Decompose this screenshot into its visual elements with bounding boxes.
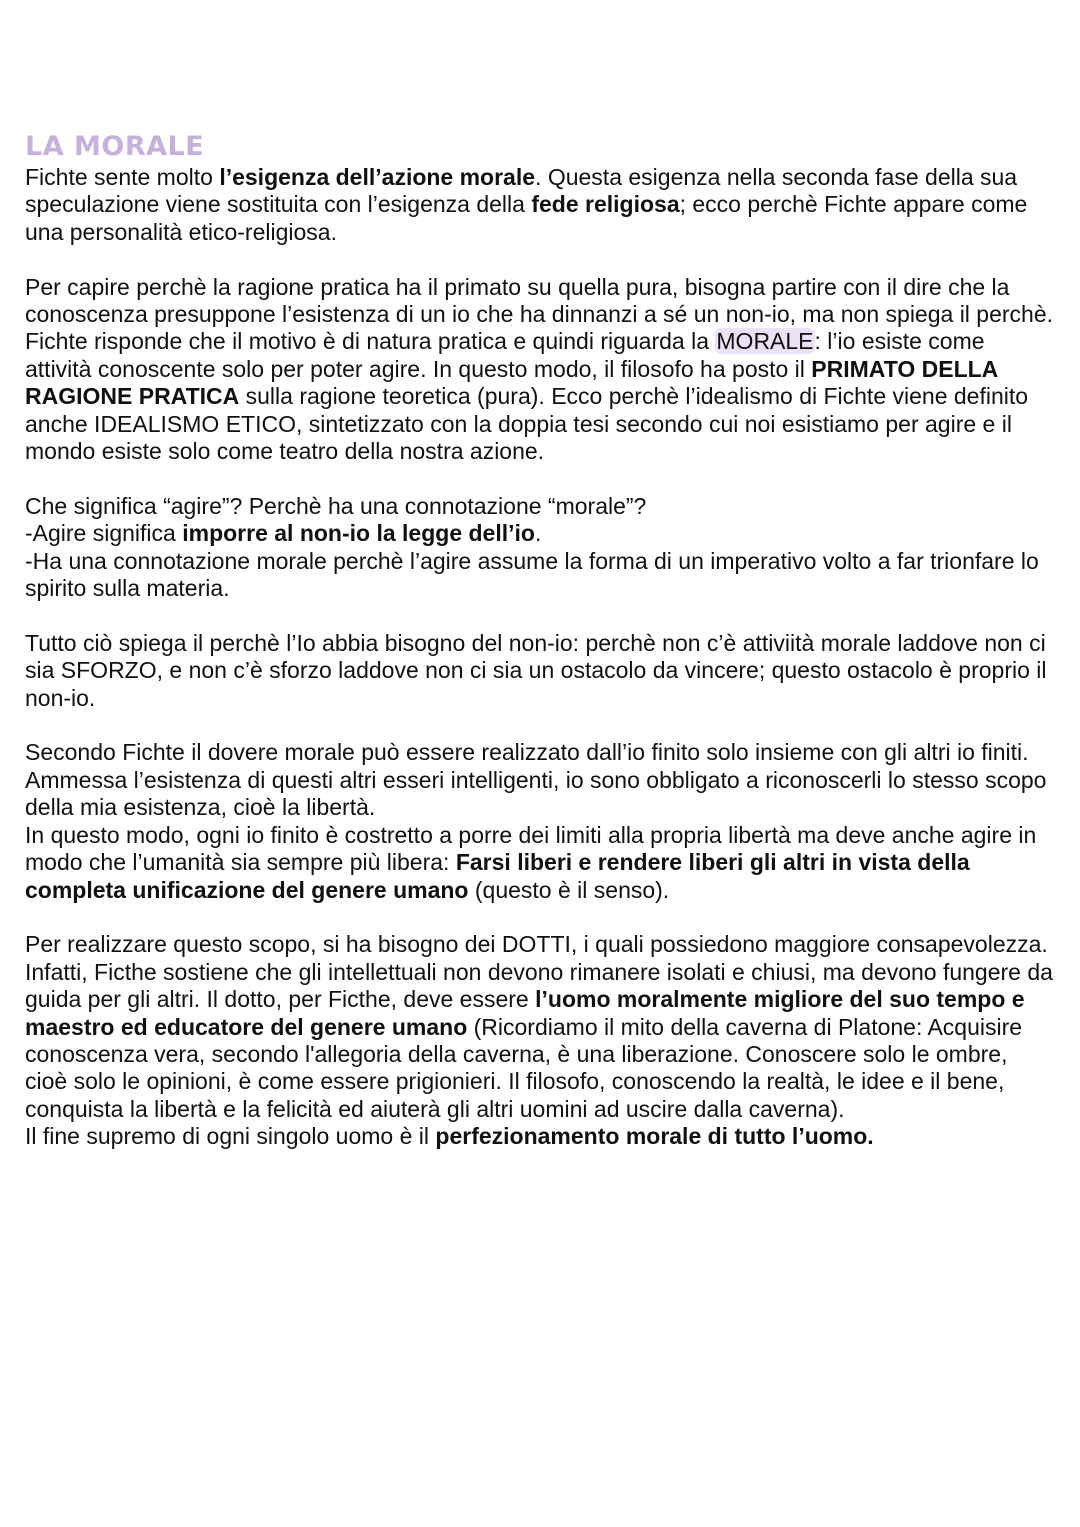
paragraph-gap xyxy=(25,246,1055,273)
paragraph-dotti: Per realizzare questo scopo, si ha bisogno dei DOTTI, i quali possiedono maggiore consapevolezza. Infatti, Ficthe sostiene che gli intellettuali non devono rimanere isolati e chiusi, ma devono fungere da guida per gli altri. Il dotto, per Ficthe, deve essere l’uomo moralmente migliore del suo tempo e maestro ed educatore del genere umano (Ricordiamo il mito della caverna di Platone: Acquisire conoscenza vera, secondo l'allegoria della caverna, è una liberazione. Conoscere solo le ombre, cioè solo le opinioni, è come essere prigionieri. Il filosofo, conoscendo la realtà, le idee e il bene, conquista la libertà e la felicità ed aiuterà gli altri uomini ad uscire dalla caverna). xyxy=(25,931,1053,1122)
paragraph-liberta: In questo modo, ogni io finito è costretto a porre dei limiti alla propria libertà ma deve anche agire in modo che l’umanità sia sempre più libera: Farsi liberi e rendere liberi gli altri in vista della completa unificazione del genere umano (questo è il senso). xyxy=(25,821,1037,903)
answer-line-2: -Ha una connotazione morale perchè l’agire assume la forma di un imperativo volto a far trionfare lo spirito sulla materia. xyxy=(25,547,1039,602)
paragraph-gap xyxy=(25,602,1055,629)
bold-phrase: l’esigenza dell’azione morale xyxy=(219,164,536,190)
paragraph-fine-supremo: Il fine supremo di ogni singolo uomo è il perfezionamento morale di tutto l’uomo. xyxy=(25,1123,874,1150)
paragraph-sforzo: Tutto ciò spiega il perchè l’Io abbia bisogno del non-io: perchè non c’è attiviità morale laddove non ci sia SFORZO, e non c’è sforzo laddove non ci sia un ostacolo da vincere; questo ostacolo è proprio il non-io. xyxy=(25,629,1047,711)
highlighted-word: MORALE xyxy=(716,328,814,355)
question-line: Che significa “agire”? Perchè ha una connotazione “morale”? xyxy=(25,492,647,519)
document-body xyxy=(25,164,1055,1151)
paragraph-intro: Fichte sente molto l’esigenza dell’azione morale. Questa esigenza nella seconda fase della sua speculazione viene sostituita con l’esigenza della fede religiosa; ecco perchè Fichte appare come una personalità etico-religiosa. xyxy=(25,164,1028,245)
bold-phrase: PRIMATO DELLA RAGIONE PRATICA xyxy=(25,355,998,410)
paragraph-gap xyxy=(25,465,1055,492)
paragraph-gap xyxy=(25,712,1055,739)
bold-phrase: fede religiosa xyxy=(531,191,680,218)
bold-phrase: imporre al non-io la legge dell’io xyxy=(182,520,535,547)
bold-phrase: perfezionamento morale di tutto l’uomo. xyxy=(435,1123,874,1150)
paragraph-primato: Per capire perchè la ragione pratica ha il primato su quella pura, bisogna partire con il dire che la conoscenza presuppone l’esistenza di un io che ha dinnanzi a sé un non-io, ma non spiega il perchè. xyxy=(25,273,1054,328)
bold-phrase: l’uomo moralmente migliore del suo tempo e maestro ed educatore del genere umano xyxy=(25,986,1025,1040)
page-title: LA MORALE xyxy=(25,131,205,162)
paragraph-altri-io: Secondo Fichte il dovere morale può essere realizzato dall’io finito solo insieme con gli altri io finiti. Ammessa l’esistenza di questi altri esseri intelligenti, io sono obbligato a riconoscerli lo stesso scopo della mia esistenza, cioè la libertà. xyxy=(25,739,1047,821)
paragraph-risposta: Fichte risponde che il motivo è di natura pratica e quindi riguarda la MORALE: l’io esiste come attività conoscente solo per poter agire. In questo modo, il filosofo ha posto il PRIMATO DELLA RAGIONE PRATICA sulla ragione teoretica (pura). Ecco perchè l’idealismo di Fichte viene definito anche IDEALISMO ETICO, sintetizzato con la doppia tesi secondo cui noi esistiamo per agire e il mondo esiste solo come teatro della nostra azione. xyxy=(25,328,1029,465)
bold-phrase: Farsi liberi e rendere liberi gli altri in vista della completa unificazione del genere umano xyxy=(25,849,970,903)
answer-line-1: -Agire significa imporre al non-io la legge dell’io. xyxy=(25,520,542,547)
paragraph-gap xyxy=(25,904,1055,931)
